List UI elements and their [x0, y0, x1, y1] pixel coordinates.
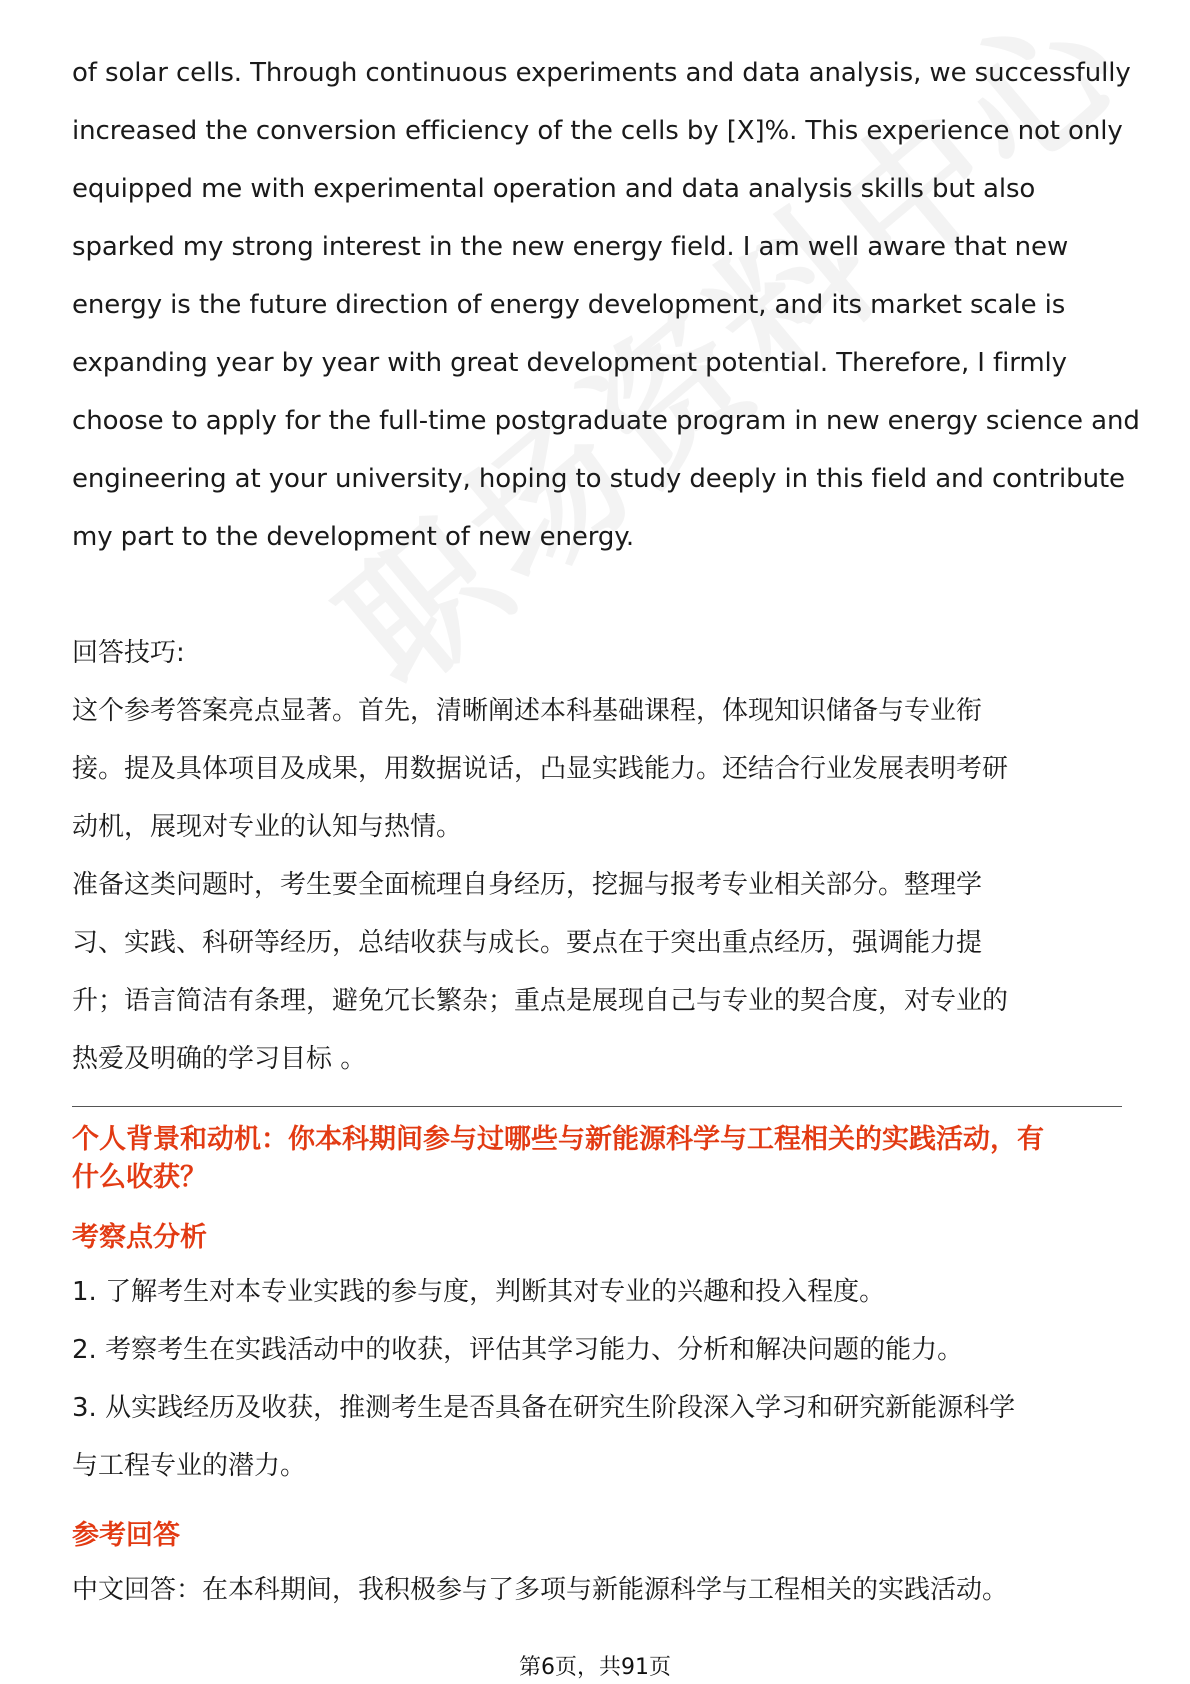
analysis-heading: 考察点分析 — [72, 1222, 207, 1253]
question-title-line: 个人背景和动机：你本科期间参与过哪些与新能源科学与工程相关的实践活动，有 — [72, 1124, 1044, 1155]
tips-paragraph-2 — [72, 856, 1122, 1088]
text-line: 习、实践、科研等经历，总结收获与成长。要点在于突出重点经历，强调能力提 — [72, 928, 983, 958]
reference-heading: 参考回答 — [72, 1520, 180, 1551]
text-line: increased the conversion efficiency of the cells by [X]%. This experience not only — [72, 116, 1123, 146]
list-item: 1. 了解考生对本专业实践的参与度，判断其对专业的兴趣和投入程度。 — [72, 1277, 886, 1307]
list-item-continuation: 与工程专业的潜力。 — [72, 1451, 307, 1481]
text-line: 这个参考答案亮点显著。首先，清晰阐述本科基础课程，体现知识储备与专业衔 — [72, 696, 983, 726]
text-line: choose to apply for the full-time postgraduate program in new energy science and — [72, 406, 1140, 436]
page-number: 第6页，共91页 — [519, 1655, 671, 1680]
text-line: 接。提及具体项目及成果，用数据说话，凸显实践能力。还结合行业发展表明考研 — [72, 754, 1009, 784]
text-line: expanding year by year with great development potential. Therefore, I firmly — [72, 348, 1067, 378]
list-item: 3. 从实践经历及收获，推测考生是否具备在研究生阶段深入学习和研究新能源科学 — [72, 1393, 1016, 1423]
text-line: engineering at your university, hoping to study deeply in this field and contribute — [72, 464, 1125, 494]
english-answer-paragraph — [72, 44, 1140, 566]
tips-label: 回答技巧: — [72, 638, 185, 668]
page-content — [72, 44, 1140, 1619]
text-line: of solar cells. Through continuous experiments and data analysis, we successfully — [72, 58, 1131, 88]
tips-paragraph-1 — [72, 682, 1122, 856]
question-title-line: 什么收获？ — [72, 1162, 207, 1193]
text-line: sparked my strong interest in the new energy field. I am well aware that new — [72, 232, 1069, 262]
text-line: my part to the development of new energy. — [72, 522, 635, 552]
question-title — [72, 1121, 1122, 1197]
analysis-list — [72, 1263, 1122, 1495]
text-line: equipped me with experimental operation and data analysis skills but also — [72, 174, 1036, 204]
text-line: energy is the future direction of energy development, and its market scale is — [72, 290, 1066, 320]
text-line: 升；语言简洁有条理，避免冗长繁杂；重点是展现自己与专业的契合度，对专业的 — [72, 986, 1009, 1016]
text-line: 动机，展现对专业的认知与热情。 — [72, 812, 463, 842]
list-item: 2. 考察考生在实践活动中的收获，评估其学习能力、分析和解决问题的能力。 — [72, 1335, 964, 1365]
spacer — [72, 566, 1122, 624]
text-line: 准备这类问题时，考生要全面梳理自身经历，挖掘与报考专业相关部分。整理学 — [72, 870, 983, 900]
section-divider — [72, 1106, 1122, 1107]
text-line: 热爱及明确的学习目标 。 — [72, 1044, 367, 1074]
chinese-answer-start: 中文回答：在本科期间，我积极参与了多项与新能源科学与工程相关的实践活动。 — [72, 1575, 1009, 1605]
